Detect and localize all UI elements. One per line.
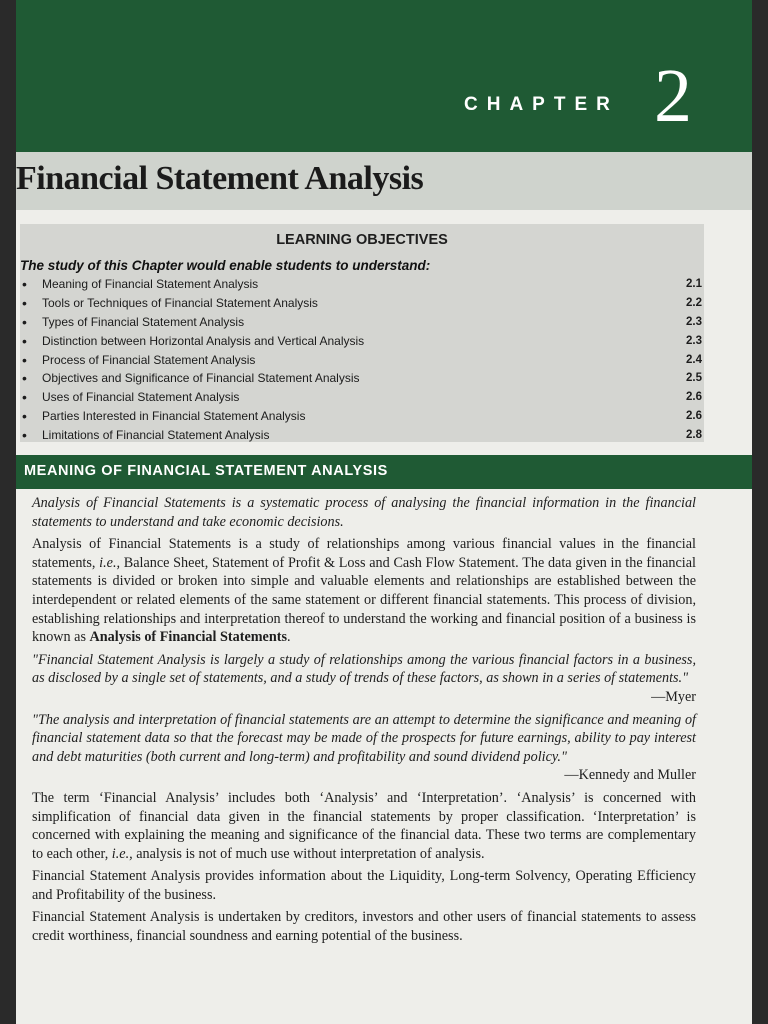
quote-kennedy-muller-author: —Kennedy and Muller <box>564 767 696 784</box>
bullet-icon: • <box>22 276 27 293</box>
learning-objective-text: Objectives and Significance of Financial Statement Analysis <box>42 371 360 386</box>
bullet-icon: • <box>22 407 27 424</box>
learning-objective-text: Tools or Techniques of Financial Statement Analysis <box>42 296 318 311</box>
chapter-label: CHAPTER <box>464 94 619 115</box>
learning-objective-section-number: 2.1 <box>686 278 702 291</box>
paragraph-1-bold-term: Analysis of Financial Statements <box>89 629 287 646</box>
bullet-icon: • <box>22 332 27 349</box>
learning-objective-item <box>22 350 702 369</box>
learning-objective-section-number: 2.5 <box>686 372 702 385</box>
learning-objectives-heading: LEARNING OBJECTIVES <box>276 232 448 248</box>
learning-objective-item <box>22 331 702 350</box>
paragraph-1-end: . <box>287 629 291 646</box>
learning-objective-section-number: 2.3 <box>686 315 702 328</box>
paragraph-4: Financial Statement Analysis is undertaken by creditors, investors and other users of financial statements to assess credit worthiness, financial soundness and earning potential of the business. <box>32 909 696 945</box>
bullet-icon: • <box>22 389 27 406</box>
learning-objectives-intro: The study of this Chapter would enable students to understand: <box>20 258 431 273</box>
paragraph-2-ie: i.e., <box>111 845 133 862</box>
learning-objective-item <box>22 313 702 332</box>
learning-objective-item <box>22 294 702 313</box>
bullet-icon: • <box>22 351 27 368</box>
learning-objective-text: Process of Financial Statement Analysis <box>42 352 256 367</box>
learning-objective-item <box>22 407 702 426</box>
learning-objective-section-number: 2.6 <box>686 409 702 422</box>
chapter-header-band <box>16 0 752 152</box>
quote-kennedy-muller: "The analysis and interpretation of financial statements are an attempt to determine the significance and meaning of financial statement data so that the forecast may be made of the prospects for future earnings, ability to pay interest and debt maturities (both current and long-term) and profitability and sound dividend policy." <box>32 711 696 765</box>
learning-objective-item <box>22 275 702 294</box>
learning-objective-text: Types of Financial Statement Analysis <box>42 314 245 329</box>
learning-objective-section-number: 2.2 <box>686 297 702 310</box>
paragraph-1 <box>32 535 696 647</box>
paragraph-1-text-a: Analysis of Financial Statements is a study of relationships among various financial values in the financial statements, <box>32 536 696 571</box>
quote-myer-author: —Myer <box>651 688 696 705</box>
book-page <box>16 0 752 1024</box>
bullet-icon: • <box>22 295 27 312</box>
learning-objective-item <box>22 369 702 388</box>
learning-objective-section-number: 2.4 <box>686 353 702 366</box>
paragraph-1-ie: i.e., <box>99 554 121 571</box>
quote-myer: "Financial Statement Analysis is largely a study of relationships among the various financial factors in a business, as disclosed by a single set of statements, and a study of trends of these factors, as shown in a series of statements." <box>32 651 696 687</box>
learning-objective-item <box>22 388 702 407</box>
bullet-icon: • <box>22 426 27 443</box>
learning-objective-text: Parties Interested in Financial Statement Analysis <box>42 408 306 423</box>
learning-objective-section-number: 2.6 <box>686 391 702 404</box>
bullet-icon: • <box>22 313 27 330</box>
learning-objective-section-number: 2.8 <box>686 428 702 441</box>
chapter-number: 2 <box>654 54 692 138</box>
definition-text: Analysis of Financial Statements is a systematic process of analysing the financial information in the financial statements to understand and take economic decisions. <box>32 495 696 530</box>
section-heading: MEANING OF FINANCIAL STATEMENT ANALYSIS <box>24 463 388 479</box>
learning-objective-text: Meaning of Financial Statement Analysis <box>42 277 259 292</box>
learning-objectives-list <box>22 275 702 444</box>
page-title: Financial Statement Analysis <box>16 160 424 197</box>
learning-objective-text: Uses of Financial Statement Analysis <box>42 390 240 405</box>
paragraph-3: Financial Statement Analysis provides information about the Liquidity, Long-term Solvency, Operating Efficiency and Profitability of the business. <box>32 868 696 903</box>
paragraph-2-text-a: The term ‘Financial Analysis’ includes both ‘Analysis’ and ‘Interpretation’. ‘Analysis’ is concerned with simplification of financial data given in the financial statements by proper classification. ‘Interpretation’ is concerned with explaining the meaning and significance of the financial data. These two terms are complementary to each other, <box>32 789 696 862</box>
learning-objective-section-number: 2.3 <box>686 334 702 347</box>
learning-objective-item <box>22 425 702 444</box>
learning-objective-text: Limitations of Financial Statement Analysis <box>42 427 270 442</box>
paragraph-1-text-b: Balance Sheet, Statement of Profit & Loss and Cash Flow Statement. The data given in the financial statements is divided or broken into simple and valuable elements and relationships are established between the interdependent or related elements of the same statement or different financial statements. This process of division, establishing relationships and interpretation thereof to understand the working and financial position of a business is known as <box>32 554 696 646</box>
paragraph-2-text-b: analysis is not of much use without interpretation of analysis. <box>132 845 485 862</box>
bullet-icon: • <box>22 370 27 387</box>
section-heading-band <box>16 455 752 489</box>
section-body <box>32 494 696 950</box>
learning-objective-text: Distinction between Horizontal Analysis and Vertical Analysis <box>42 333 365 348</box>
learning-objectives-box <box>20 224 704 442</box>
paragraph-2 <box>32 789 696 863</box>
